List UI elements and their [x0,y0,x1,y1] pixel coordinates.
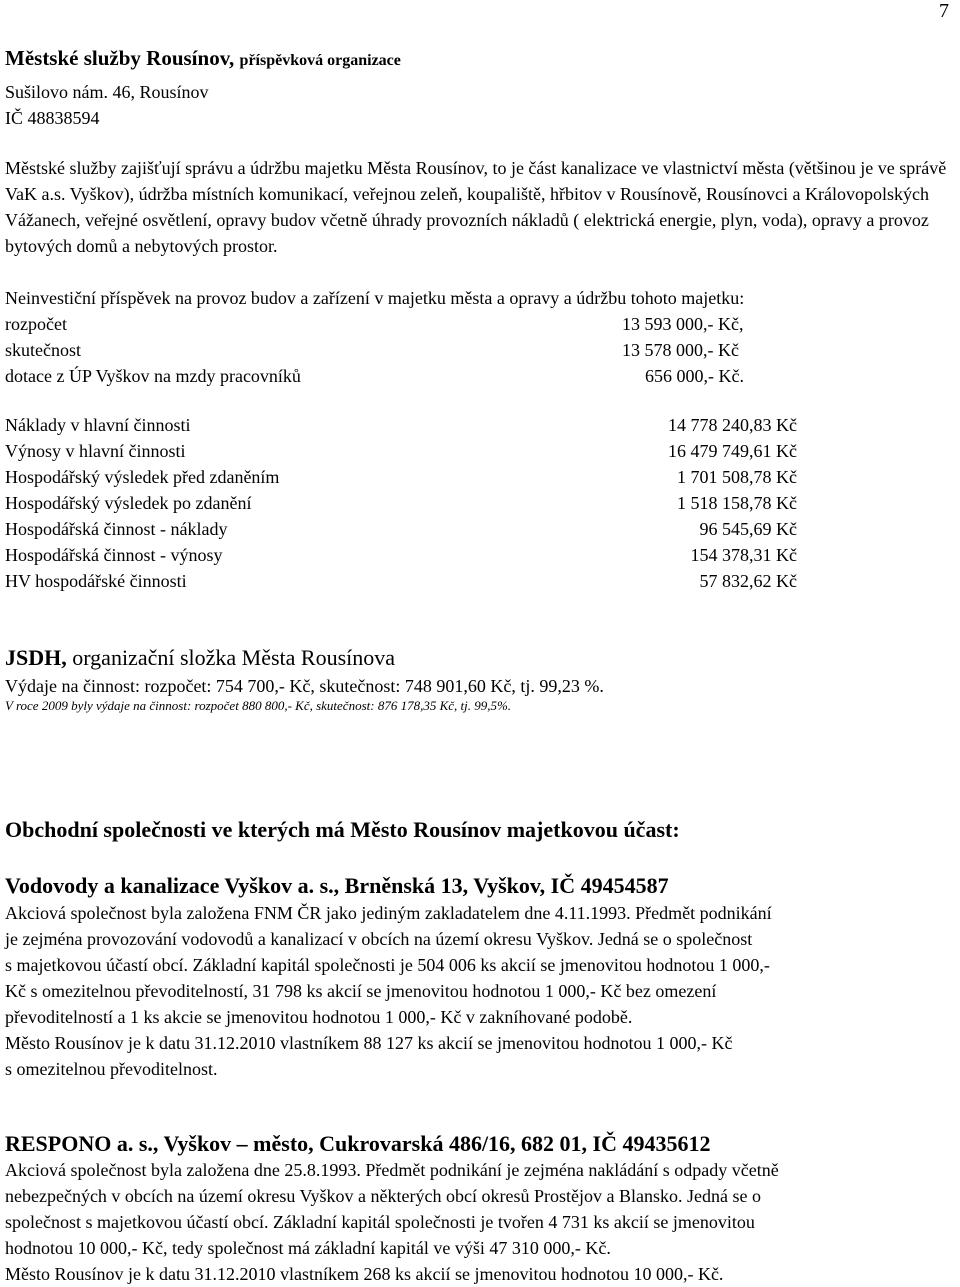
budget-row [5,337,797,363]
budget-label: dotace z ÚP Vyškov na mzdy pracovníků [5,366,301,386]
result-value: 96 545,69 Kč [699,519,797,539]
jsdh-rest: organizační složka Města Rousínova [66,645,396,670]
result-row [5,490,797,516]
vak-line: je zejména provozování vodovodů a kanalizací v obcích na území okresu Vyškov. Jedná se o společnost [5,929,753,949]
jsdh-expenses: Výdaje na činnost: rozpočet: 754 700,- Kč, skutečnost: 748 901,60 Kč, tj. 99,23 %. [5,676,604,696]
respono-line: Akciová společnost byla založena dne 25.8.1993. Předmět podnikání je zejména nakládání s odpady včetně [5,1160,779,1180]
respono-line: Město Rousínov je k datu 31.12.2010 vlastníkem 268 ks akcií se jmenovitou hodnotou 10 000,- Kč. [5,1264,724,1284]
budget-row [5,363,797,389]
vak-line: s majetkovou účastí obcí. Základní kapitál společnosti je 504 006 ks akcií se jmenovitou hodnotou 1 000,- [5,955,770,975]
result-label: Hospodářská činnost - náklady [5,519,228,539]
respono-line: společnost s majetkovou účastí obcí. Základní kapitál společnosti je tvořen 4 731 ks akcií se jmenovitou [5,1212,755,1232]
result-row [5,464,797,490]
result-label: Hospodářská činnost - výnosy [5,545,223,565]
result-value: 1 701 508,78 Kč [677,467,797,487]
page-number: 7 [939,0,949,22]
result-value: 154 378,31 Kč [690,545,797,565]
budget-value: 13 578 000,- Kč [622,340,739,360]
vak-line: s omezitelnou převoditelnost. [5,1059,218,1079]
budget-label: skutečnost [5,340,81,360]
budget-table [5,311,797,389]
org1-title [5,46,401,71]
vak-line: Akciová společnost byla založena FNM ČR jako jediným zakladatelem dne 4.11.1993. Předmět podnikání [5,903,772,923]
result-value: 1 518 158,78 Kč [677,493,797,513]
results-table [5,412,797,594]
respono-text [5,1157,955,1287]
budget-label: rozpočet [5,314,67,334]
result-row [5,412,797,438]
vak-text [5,900,955,1082]
result-label: Hospodářský výsledek po zdanění [5,493,252,513]
vak-line: Kč s omezitelnou převoditelností, 31 798 ks akcií se jmenovitou hodnotou 1 000,- Kč bez omezení [5,981,717,1001]
respono-line: nebezpečných v obcích na území okresu Vyškov a některých obcí okresů Prostějov a Blansko. Jedná se o [5,1186,761,1206]
result-label: Náklady v hlavní činnosti [5,415,191,435]
org1-address: Sušilovo nám. 46, Rousínov [5,82,209,102]
budget-value: 13 593 000,- Kč, [622,314,744,334]
jsdh-title [5,644,395,672]
vak-line: převoditelností a 1 ks akcie se jmenovitou hodnotou 1 000,- Kč v zakníhované podobě. [5,1007,633,1027]
vak-line: Město Rousínov je k datu 31.12.2010 vlastníkem 88 127 ks akcií se jmenovitou hodnotou 1 000,- Kč [5,1033,733,1053]
org1-description: Městské služby zajišťují správu a údržbu majetku Města Rousínov, to je část kanalizace ve vlastnictví města (většinou je ve správě VaK a.s. Vyškov), údržba místních komunikací, veřejnou zeleň, koupaliště, hřbitov v Rousínově, Rousínovci a Královopolských Vážanech, veřejné osvětlení, opravy budov včetně úhrady provozních nákladů ( elektrická energie, plyn, voda), opravy a provoz bytových domů a nebytových prostor. [5,158,947,256]
result-value: 57 832,62 Kč [699,571,797,591]
budget-value: 656 000,- Kč. [645,366,744,386]
vak-heading: Vodovody a kanalizace Vyškov a. s., Brněnská 13, Vyškov, IČ 49454587 [5,873,669,898]
respono-heading: RESPONO a. s., Vyškov – město, Cukrovarská 486/16, 682 01, IČ 49435612 [5,1131,711,1156]
org1-name: Městské služby Rousínov, [5,46,235,70]
result-row [5,438,797,464]
result-label: HV hospodářské činnosti [5,571,187,591]
result-row [5,516,797,542]
org1-subtitle: příspěvková organizace [239,52,401,69]
org1-ico: IČ 48838594 [5,108,100,128]
org1-contribution-text: Neinvestiční příspěvek na provoz budov a zařízení v majetku města a opravy a údržbu tohoto majetku: [5,288,745,308]
result-label: Hospodářský výsledek před zdaněním [5,467,280,487]
budget-row [5,311,797,337]
respono-line: hodnotou 10 000,- Kč, tedy společnost má základní kapitál ve výši 47 310 000,- Kč. [5,1238,611,1258]
result-value: 16 479 749,61 Kč [668,441,797,461]
companies-heading: Obchodní společnosti ve kterých má Město Rousínov majetkovou účast: [5,817,680,842]
result-label: Výnosy v hlavní činnosti [5,441,186,461]
result-value: 14 778 240,83 Kč [668,415,797,435]
jsdh-name: JSDH, [5,645,67,670]
jsdh-previous: V roce 2009 byly výdaje na činnost: rozpočet 880 800,- Kč, skutečnost: 876 178,35 Kč, tj. 99,5%. [5,698,512,713]
result-row [5,568,797,594]
result-row [5,542,797,568]
